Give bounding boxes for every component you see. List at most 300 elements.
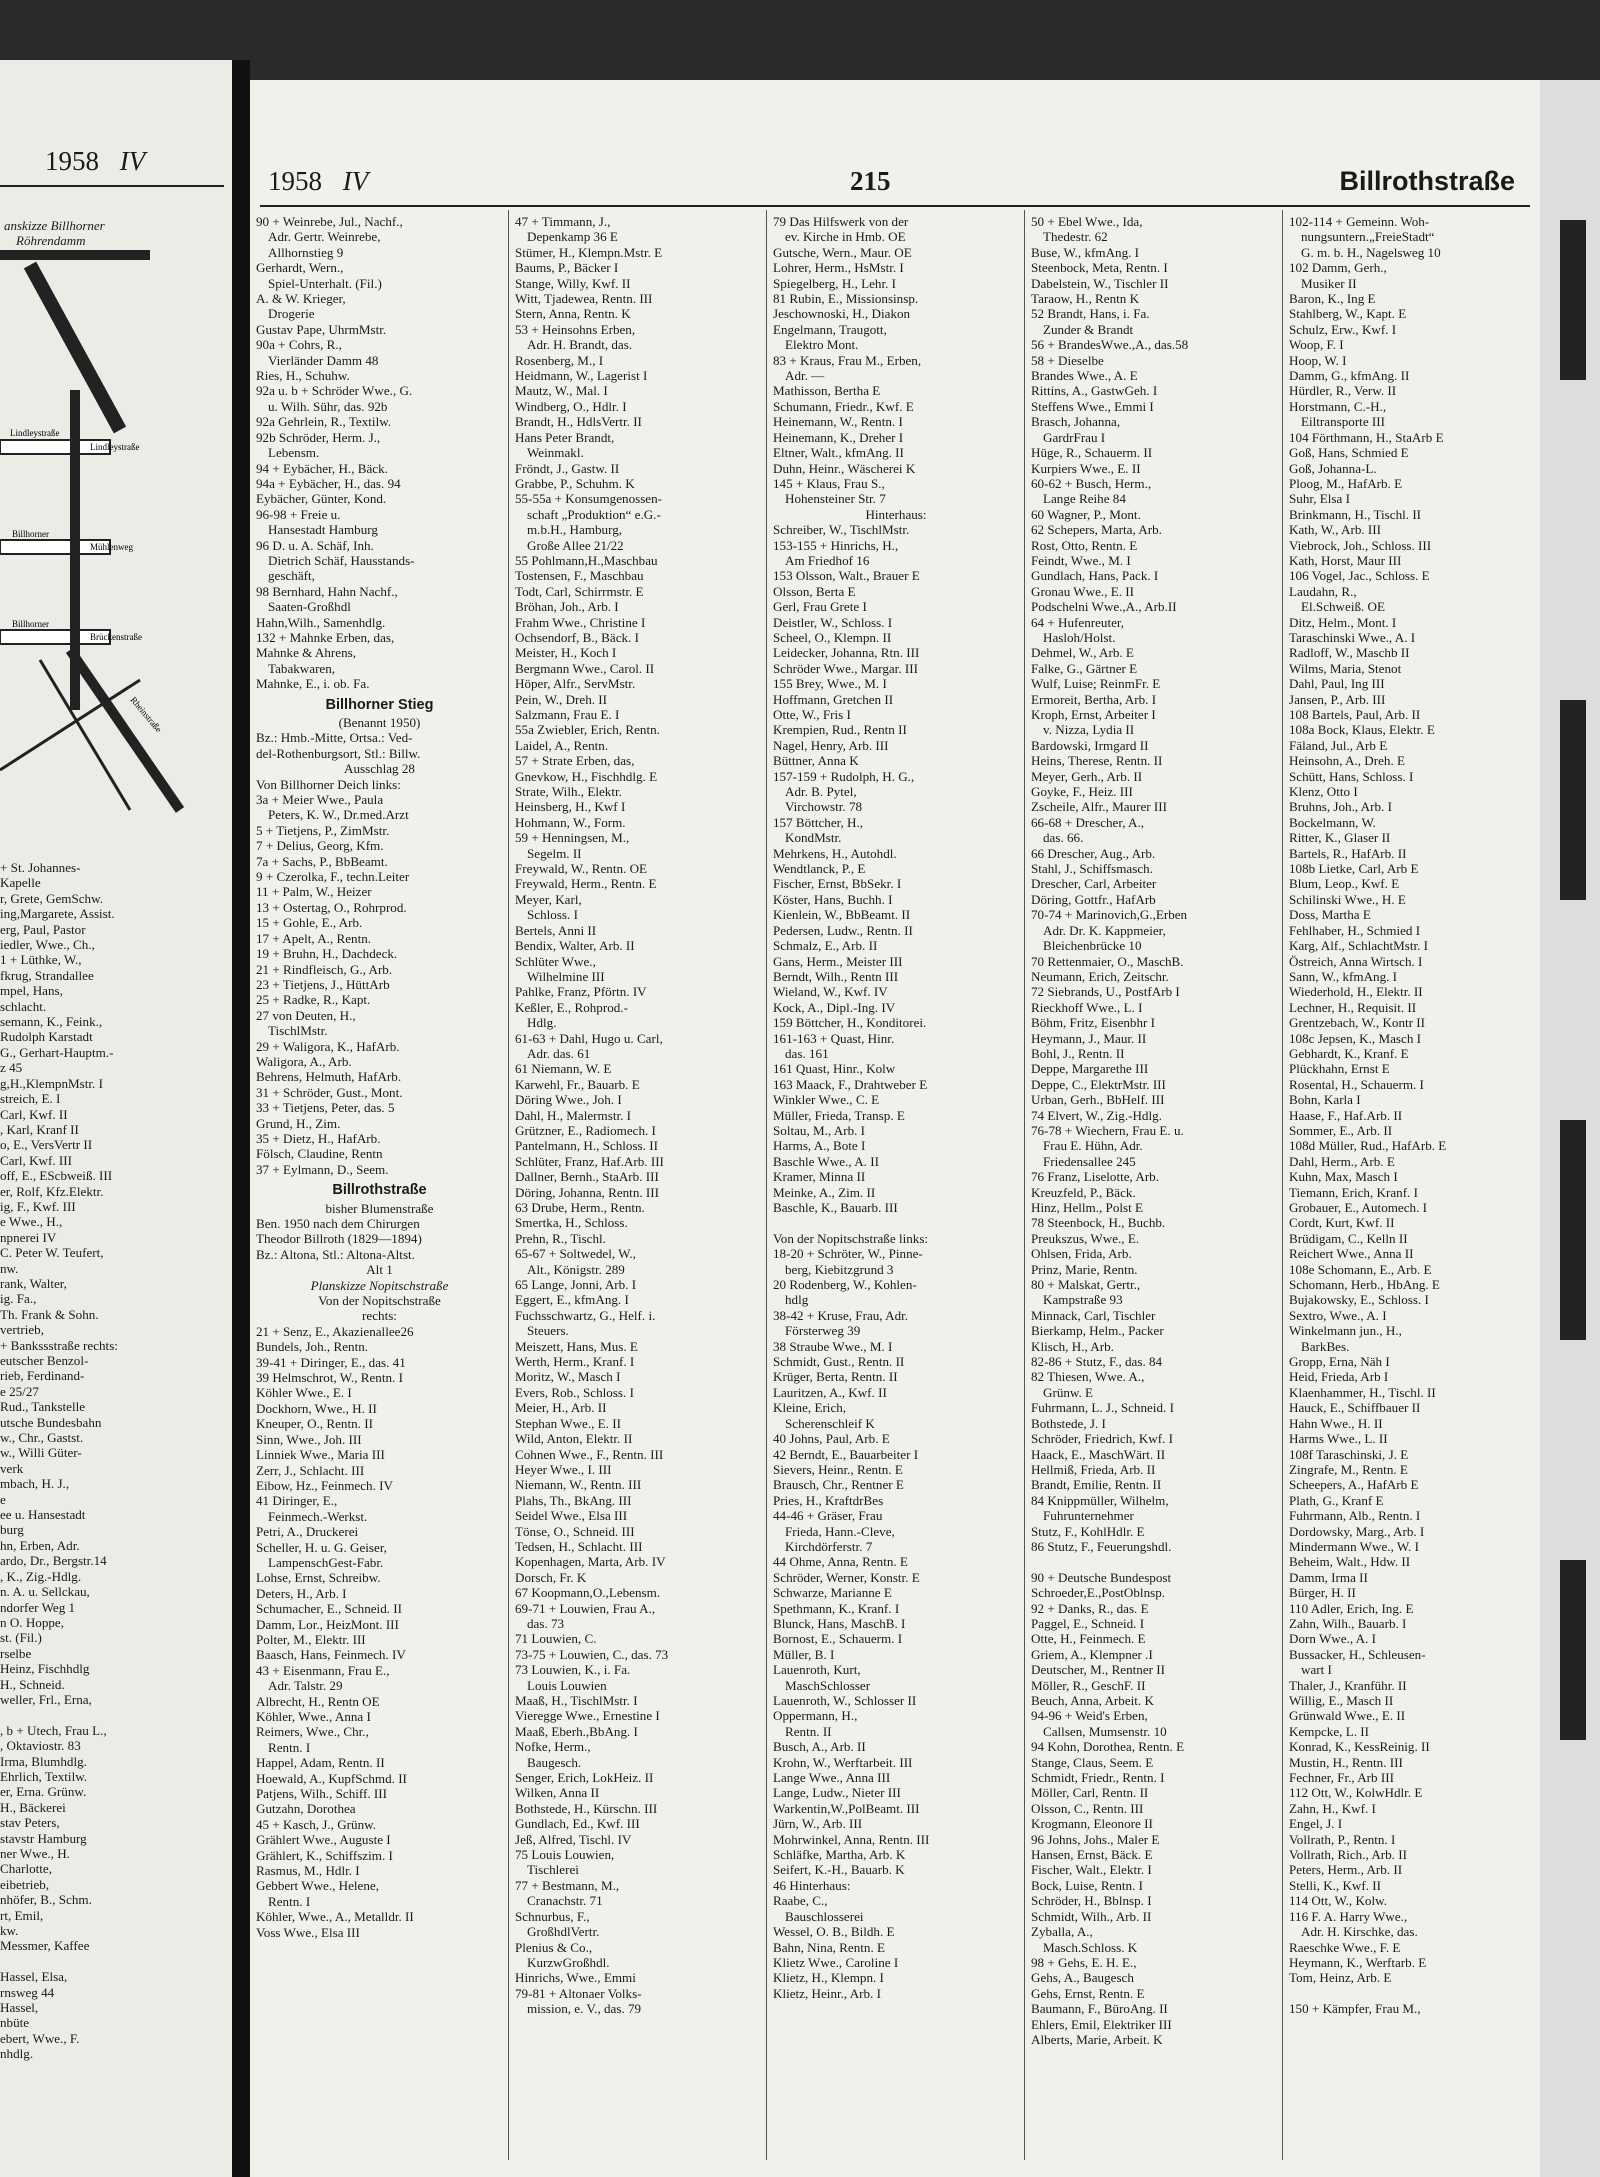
directory-entry: Deistler, W., Schloss. I (773, 614, 893, 630)
directory-entry: Schläfke, Martha, Arb. K (773, 1847, 906, 1863)
directory-entry: Goß, Hans, Schmied E (1289, 445, 1409, 461)
directory-entry: 96-98 + Freie u. (256, 506, 341, 522)
directory-entry: 79 Das Hilfswerk von der (773, 214, 909, 229)
directory-entry: Mahnke & Ahrens, (256, 645, 357, 661)
directory-entry: Klietz Wwe., Caroline I (773, 1954, 899, 1970)
index-tab (1560, 1120, 1586, 1340)
directory-entry: 60-62 + Busch, Herm., (1031, 475, 1152, 491)
directory-entry: 102-114 + Gemeinn. Woh- (1289, 214, 1430, 229)
left-page-entry: stav Peters, (0, 1815, 60, 1831)
directory-entry: 78 Steenbock, H., Buchb. (1031, 1215, 1166, 1231)
directory-entry: Bürger, H. II (1289, 1585, 1356, 1601)
left-page-entry: ndorfer Weg 1 (0, 1599, 76, 1615)
directory-entry: Hinterhaus: (865, 506, 927, 522)
directory-entry: Gehs, Ernst, Rentn. E (1031, 1985, 1145, 2001)
directory-entry: Hansen, Ernst, Bäck. E (1031, 1847, 1153, 1863)
directory-entry: Von der Nopitschstraße links: (773, 1230, 929, 1246)
directory-entry: Hahn,Wilh., Samenhdlg. (256, 614, 386, 630)
map-title-line: Röhrendamm (16, 233, 86, 248)
directory-entry: Eltner, Walt., kfmAng. II (773, 445, 904, 461)
left-page-entry: nhöfer, B., Schm. (0, 1892, 92, 1908)
directory-entry: 153 Olsson, Walt., Brauer E (773, 568, 920, 584)
directory-column-2 (508, 210, 766, 2160)
directory-entry: Rieckhoff Wwe., L. I (1031, 999, 1143, 1015)
directory-entry: Heinsohn, A., Dreh. E (1289, 753, 1406, 769)
directory-entry: Warkentin,W.,PolBeamt. III (773, 1800, 920, 1816)
directory-entry: Kramer, Minna II (773, 1169, 866, 1185)
directory-entry: nungsuntern.„FreieStadt“ (1301, 229, 1435, 245)
directory-entry: Fehlhaber, H., Schmied I (1289, 922, 1421, 938)
directory-entry: wart I (1301, 1662, 1332, 1678)
directory-entry: Seifert, K.-H., Bauarb. K (773, 1862, 905, 1878)
directory-entry: Wieland, W., Kwf. IV (773, 984, 888, 1000)
left-page-entry: streich, E. I (0, 1091, 61, 1107)
directory-entry: Schwarze, Marianne E (773, 1585, 892, 1601)
directory-entry: 108f Taraschinski, J. E (1289, 1446, 1409, 1462)
directory-entry: 72 Siebrands, U., PostfArb I (1031, 984, 1180, 1000)
directory-entry: Goyke, F., Heiz. III (1031, 784, 1133, 800)
directory-entry: Bockelmann, W. (1289, 814, 1376, 830)
directory-entry: Billhorner Stieg (325, 697, 434, 713)
directory-entry: Petri, A., Druckerei (256, 1524, 359, 1540)
left-page-entry: verk (0, 1460, 24, 1476)
directory-entry: Grählert Wwe., Auguste I (256, 1832, 391, 1848)
directory-entry: Dordowsky, Marg., Arb. I (1289, 1523, 1425, 1539)
directory-entry: Taraschinski Wwe., A. I (1289, 629, 1416, 645)
directory-entry: Wilhelmine III (527, 968, 605, 984)
directory-entry: 38-42 + Kruse, Frau, Adr. (773, 1307, 909, 1323)
directory-entry: Bendix, Walter, Arb. II (515, 938, 635, 954)
directory-entry: Gehs, A., Baugesch (1031, 1970, 1134, 1986)
directory-entry: Blunck, Hans, MaschB. I (773, 1615, 906, 1631)
directory-entry: TischlMstr. (268, 1023, 328, 1039)
left-page-entry: e Wwe., H., (0, 1214, 63, 1230)
directory-entry: Fuhrunternehmer (1043, 1508, 1134, 1524)
directory-entry: Frahm Wwe., Christine I (515, 614, 646, 630)
left-page-entry: eibetrieb, (0, 1876, 50, 1892)
left-page-entry: G., Gerhart-Hauptm.- (0, 1044, 114, 1060)
directory-entry: 159 Böttcher, H., Konditorei. (773, 1015, 927, 1031)
directory-entry: Zyballa, A., (1031, 1924, 1093, 1940)
directory-entry: mission, e. V., das. 79 (527, 2001, 642, 2017)
directory-entry: Kath, W., Arb. III (1289, 522, 1382, 538)
directory-entry: Gropp, Erna, Näh I (1289, 1354, 1390, 1370)
directory-entry: Lange Reihe 84 (1043, 491, 1126, 507)
directory-entry (1289, 1986, 1535, 2001)
directory-entry: 108a Bock, Klaus, Elektr. E (1289, 722, 1435, 738)
directory-entry: Kock, A., Dipl.-Ing. IV (773, 999, 896, 1015)
directory-entry: Pein, W., Dreh. II (515, 691, 608, 707)
directory-entry: Meister, H., Koch I (515, 645, 617, 661)
directory-entry: Kempcke, L. II (1289, 1723, 1369, 1739)
left-page-entry: 1 + Lüthke, W., (0, 952, 82, 968)
directory-entry: Windberg, O., Hdlr. I (515, 398, 627, 414)
left-page-entry: rnsweg 44 (0, 1984, 55, 2000)
directory-entry: Ditz, Helm., Mont. I (1289, 614, 1397, 630)
directory-entry: Meyer, Karl, (515, 891, 582, 907)
directory-entry: Niemann, W., Rentn. III (515, 1477, 642, 1493)
directory-entry: Krempien, Rud., Rentn II (773, 722, 907, 738)
left-page-entry: utsche Bundesbahn (0, 1414, 102, 1430)
directory-entry: Winkler Wwe., C. E (773, 1092, 880, 1108)
directory-entry: Bertels, Anni II (515, 922, 597, 938)
directory-entry (773, 1215, 1019, 1230)
directory-entry: 59 + Henningsen, M., (515, 830, 630, 846)
directory-entry: Bothstede, H., Kürschn. III (515, 1800, 658, 1816)
directory-entry: Bornost, E., Schauerm. I (773, 1631, 903, 1647)
directory-entry: Vieregge Wwe., Ernestine I (515, 1708, 660, 1724)
directory-entry: Eybächer, Günter, Kond. (256, 491, 387, 507)
directory-entry: Lange, Ludw., Nieter III (773, 1785, 901, 1801)
directory-entry: Kurpiers Wwe., E. II (1031, 460, 1141, 476)
left-page-entry: n O. Hoppe, (0, 1614, 65, 1630)
directory-entry: 7a + Sachs, P., BbBeamt. (256, 853, 388, 869)
directory-entry: Hdlg. (527, 1015, 557, 1031)
directory-entry: Steenbock, Meta, Rentn. I (1031, 260, 1168, 276)
directory-entry: 81 Rubin, E., Missionsinsp. (773, 291, 919, 307)
left-page-entry: weller, Frl., Erna, (0, 1691, 92, 1707)
directory-entry: Kneuper, O., Rentn. II (256, 1416, 373, 1432)
directory-entry: Thaler, J., Kranführ. II (1289, 1677, 1407, 1693)
left-page-entry: + Bankssstraße rechts: (0, 1337, 118, 1353)
directory-entry: Sommer, E., Arb. II (1289, 1122, 1393, 1138)
left-page-year (45, 146, 145, 177)
directory-entry: Bohn, Karla I (1289, 1092, 1361, 1108)
directory-entry: Leidecker, Johanna, Rtn. III (773, 645, 920, 661)
directory-entry: Kreuzfeld, P., Bäck. (1031, 1184, 1136, 1200)
directory-entry: schaft „Produktion“ e.G.- (527, 506, 661, 522)
directory-entry: Cordt, Kurt, Kwf. II (1289, 1215, 1395, 1231)
directory-entry: 75 Louis Louwien, (515, 1847, 615, 1863)
directory-entry: Wild, Anton, Elektr. II (515, 1431, 633, 1447)
directory-entry: Oppermann, H., (773, 1708, 858, 1724)
directory-entry: 108e Schomann, E., Arb. E (1289, 1261, 1432, 1277)
left-page-entry: fkrug, Strandallee (0, 967, 94, 983)
directory-entry: Bock, Luise, Rentn. I (1031, 1877, 1144, 1893)
directory-entry: 66 Drescher, Aug., Arb. (1031, 845, 1156, 861)
directory-entry: Saaten-Großhdl (268, 599, 351, 615)
directory-entry: Soltau, M., Arb. I (773, 1122, 866, 1138)
directory-entry: Damm, G., kfmAng. II (1289, 368, 1410, 384)
directory-entry: Dahl, H., Malermstr. I (515, 1107, 632, 1123)
right-page (250, 80, 1540, 2177)
directory-entry: El.Schweiß. OE (1301, 599, 1386, 615)
book-gutter (232, 60, 250, 2177)
directory-entry: Tom, Heinz, Arb. E (1289, 1970, 1392, 1986)
directory-entry: Steuers. (527, 1323, 569, 1339)
directory-entry: Baschle, K., Bauarb. III (773, 1200, 898, 1215)
left-page-entry: eutscher Benzol- (0, 1353, 89, 1368)
directory-entry: A. & W. Krieger, (256, 291, 346, 307)
left-page-entry: w., Chr., Gastst. (0, 1430, 84, 1446)
left-page-entry: schlacht. (0, 998, 47, 1014)
directory-entry: 83 + Kraus, Frau M., Erben, (773, 352, 922, 368)
directory-entry: Stümer, H., Klempn.Mstr. E (515, 244, 663, 260)
directory-entry: Weinmakl. (527, 445, 584, 461)
directory-entry: Feindt, Wwe., M. I (1031, 552, 1131, 568)
directory-entry: Hüge, R., Schauerm. II (1031, 445, 1153, 461)
directory-entry: Urban, Gerh., BbHelf. III (1031, 1092, 1165, 1108)
left-page-entry: er, Erna. Grünw. (0, 1784, 87, 1800)
directory-entry: 47 + Timmann, J., (515, 214, 611, 229)
directory-entry: Senger, Erich, LokHeiz. II (515, 1770, 654, 1786)
directory-entry: 157 Böttcher, H., (773, 814, 864, 830)
directory-entry: Horstmann, C.-H., (1289, 398, 1387, 414)
directory-entry: Ben. 1950 nach dem Chirurgen (256, 1216, 420, 1231)
directory-entry: Adr. das. 61 (527, 1045, 591, 1061)
directory-entry: Friedensallee 245 (1043, 1153, 1136, 1169)
left-page-entry: , b + Utech, Frau L., (0, 1722, 107, 1738)
directory-entry: Segelm. II (527, 845, 582, 861)
directory-entry: Köhler, Wwe., A., Metalldr. II (256, 1909, 414, 1925)
directory-entry: Laidel, A., Rentn. (515, 737, 609, 753)
directory-entry: Zingrafe, M., Rentn. E (1289, 1461, 1408, 1477)
directory-entry: 19 + Bruhn, H., Dachdeck. (256, 946, 398, 962)
directory-entry: Linniek Wwe., Maria III (256, 1447, 385, 1463)
directory-entry: Ermoreit, Bertha, Arb. I (1031, 691, 1157, 707)
directory-entry: Fölsch, Claudine, Rentn (256, 1146, 383, 1162)
directory-entry: Baasch, Hans, Feinmech. IV (256, 1647, 406, 1663)
header-rule (260, 205, 1530, 207)
directory-entry: Fuhrmann, Alb., Rentn. I (1289, 1508, 1421, 1524)
directory-entry: Von der Nopitschstraße (318, 1293, 441, 1309)
directory-entry: Harms, A., Bote I (773, 1138, 866, 1154)
left-volume-text: IV (119, 146, 146, 176)
directory-entry: 57 + Strate Erben, das, (515, 753, 635, 769)
directory-entry: Schumacher, E., Schneid. II (256, 1601, 403, 1617)
directory-entry: 65 Lange, Jonni, Arb. I (515, 1277, 637, 1293)
directory-entry: Schmidt, Gust., Rentn. II (773, 1354, 905, 1370)
directory-entry: Happel, Adam, Rentn. II (256, 1755, 385, 1771)
directory-entry: Woop, F. I (1289, 337, 1344, 353)
directory-entry: Jürn, W., Arb. III (773, 1816, 863, 1832)
directory-entry: 90 + Deutsche Bundespost (1031, 1569, 1172, 1585)
directory-entry: Buse, W., kfmAng. I (1031, 244, 1140, 260)
directory-entry: Heymann, K., Werftarb. E (1289, 1954, 1427, 1970)
directory-entry: 11 + Palm, W., Heizer (256, 884, 372, 900)
left-page-entry: Hassel, Elsa, (0, 1969, 68, 1985)
directory-entry: Theodor Billroth (1829—1894) (256, 1231, 422, 1247)
directory-entry: Dockhorn, Wwe., H. II (256, 1400, 377, 1416)
directory-entry: bisher Blumenstraße (325, 1200, 434, 1216)
left-page-entry (0, 1954, 225, 1969)
right-year-text: 1958 (268, 166, 322, 196)
directory-column-5 (1282, 210, 1540, 2160)
left-page-entry: C. Peter W. Teufert, (0, 1245, 104, 1261)
directory-entry: Keßler, E., Rohprod.- (515, 999, 628, 1015)
directory-entry: 157-159 + Rudolph, H. G., (773, 768, 915, 784)
left-page-entry: iedler, Wwe., Ch., (0, 937, 95, 953)
directory-entry: Lohse, Ernst, Schreibw. (256, 1570, 381, 1586)
directory-entry: Hohmann, W., Form. (515, 814, 626, 830)
directory-entry: Konrad, K., KessReinig. II (1289, 1739, 1430, 1755)
directory-entry: Klisch, H., Arb. (1031, 1338, 1114, 1354)
directory-entry: Adr. Dr. K. Kappmeier, (1043, 922, 1166, 938)
left-page-listing (0, 860, 225, 2062)
directory-entry: Lauenroth, W., Schlosser II (773, 1693, 917, 1708)
directory-entry: Jeschownoski, H., Diakon (773, 306, 911, 322)
directory-entry: Bleichenbrücke 10 (1043, 938, 1142, 954)
left-page-entry: e 25/27 (0, 1383, 39, 1399)
directory-entry: 98 Bernhard, Hahn Nachf., (256, 583, 398, 599)
directory-entry: Peters, K. W., Dr.med.Arzt (268, 807, 409, 823)
directory-entry: Stange, Willy, Kwf. II (515, 275, 631, 291)
directory-entry: Ochsendorf, B., Bäck. I (515, 629, 639, 645)
directory-entry: Wiederhold, H., Elektr. II (1289, 984, 1423, 1000)
directory-entry: 60 Wagner, P., Mont. (1031, 506, 1141, 522)
page-edge-index (1540, 80, 1600, 2177)
directory-entry: Drescher, Carl, Arbeiter (1031, 876, 1157, 892)
directory-entry: Deppe, Margarethe III (1031, 1061, 1149, 1077)
directory-entry: Wendtlanck, P., E (773, 861, 866, 877)
directory-entry: geschäft, (268, 568, 315, 584)
left-page-entry: H., Schneid. (0, 1676, 65, 1692)
directory-entry: GardrFrau I (1043, 429, 1106, 445)
directory-entry: Brandes Wwe., A. E (1031, 368, 1138, 384)
directory-entry: Pantelmann, H., Schloss. II (515, 1138, 658, 1154)
directory-entry: 114 Ott, W., Kolw. (1289, 1893, 1387, 1909)
directory-entry: LampenschGest-Fabr. (268, 1554, 384, 1570)
left-page-entry: er, Rolf, Kfz.Elektr. (0, 1183, 104, 1199)
directory-entry: Damm, Irma II (1289, 1569, 1368, 1585)
left-page-entry: Ehrlich, Textilw. (0, 1768, 88, 1784)
directory-entry: Tostensen, F., Maschbau (515, 568, 644, 584)
directory-entry: 82-86 + Stutz, F., das. 84 (1031, 1354, 1163, 1370)
directory-entry: Zscheile, Alfr., Maurer III (1031, 799, 1167, 815)
directory-entry: Adr. H. Brandt, das. (527, 337, 633, 353)
directory-entry: Jansen, P., Arb. III (1289, 691, 1386, 707)
directory-entry: Eggert, E., kfmAng. I (515, 1292, 629, 1308)
directory-entry: Gans, Herm., Meister III (773, 953, 903, 969)
left-page-entry: nbüte (0, 2015, 30, 2031)
directory-entry: 56 + BrandesWwe.,A., das.58 (1031, 337, 1189, 353)
left-page-entry: Irma, Blumhdlg. (0, 1753, 87, 1769)
directory-entry: Stange, Claus, Seem. E (1031, 1754, 1154, 1770)
directory-entry: Gerhardt, Wern., (256, 260, 344, 276)
left-page-entry: semann, K., Feink., (0, 1014, 103, 1030)
directory-entry: Ploog, M., HafArb. E (1289, 475, 1403, 491)
left-header-rule (0, 185, 224, 187)
running-head-street: Billrothstraße (1339, 166, 1515, 196)
left-page-entry: r, Grete, GemSchw. (0, 890, 103, 906)
right-page-year (268, 166, 368, 197)
directory-entry: Nofke, Herm., (515, 1739, 591, 1755)
directory-entry: Smertka, H., Schloss. (515, 1215, 628, 1231)
directory-entry: 65-67 + Soltwedel, W., (515, 1246, 636, 1262)
directory-entry: Witt, Tjadewea, Rentn. III (515, 291, 653, 307)
directory-entry: 90 + Weinrebe, Jul., Nachf., (256, 214, 403, 229)
directory-entry: Bothstede, J. I (1031, 1415, 1106, 1431)
directory-entry: Bujakowsky, E., Schloss. I (1289, 1292, 1429, 1308)
left-page-entry: mbach, H. J., (0, 1476, 70, 1492)
directory-entry: Tönse, O., Schneid. III (515, 1523, 635, 1539)
directory-entry: Haase, F., Haf.Arb. II (1289, 1107, 1403, 1123)
directory-entry: Albrecht, H., Rentn OE (256, 1693, 380, 1709)
directory-entry: Bröhan, Joh., Arb. I (515, 599, 619, 615)
directory-entry: 94-96 + Weid's Erben, (1031, 1708, 1148, 1724)
directory-entry: Fischer, Walt., Elektr. I (1031, 1862, 1152, 1878)
directory-entry: Hinz, Hellm., Polst E (1031, 1200, 1144, 1215)
directory-entry: Heidmann, W., Lagerist I (515, 368, 648, 384)
directory-entry: Louis Louwien (527, 1677, 607, 1693)
directory-entry: 94a + Eybächer, H., das. 94 (256, 475, 401, 491)
left-page-entry: rselbe (0, 1645, 32, 1661)
directory-entry: Karwehl, Fr., Bauarb. E (515, 1076, 640, 1092)
map-label: Billhorner (12, 619, 49, 629)
directory-entry: 108c Jepsen, K., Masch I (1289, 1030, 1421, 1046)
directory-entry: 92 + Danks, R., das. E (1031, 1600, 1149, 1616)
directory-entry: Vollrath, Rich., Arb. II (1289, 1847, 1407, 1863)
directory-entry: Möller, R., GeschF. II (1031, 1677, 1146, 1693)
directory-entry: Werth, Herm., Kranf. I (515, 1354, 635, 1370)
directory-entry: Pedersen, Ludw., Rentn. II (773, 922, 913, 938)
directory-entry: 98 + Gehs, E. H. E., (1031, 1954, 1137, 1970)
directory-entry: Plath, G., Kranf E (1289, 1492, 1384, 1508)
directory-entry: Schlüter Wwe., (515, 953, 596, 969)
directory-entry: Müller, Frieda, Transp. E (773, 1107, 905, 1123)
directory-entry: 55-55a + Konsumgenossen- (515, 491, 663, 507)
directory-entry: Ehlers, Emil, Elektriker III (1031, 2016, 1172, 2032)
directory-entry: Große Allee 21/22 (527, 537, 624, 553)
directory-entry: Lange Wwe., Anna III (773, 1770, 891, 1786)
directory-entry: 112 Ott, W., KolwHdlr. E (1289, 1785, 1423, 1801)
directory-entry: Zunder & Brandt (1043, 321, 1134, 337)
directory-entry: Eibow, Hz., Feinmech. IV (256, 1477, 393, 1493)
directory-entry: Brausch, Chr., Rentner E (773, 1477, 904, 1493)
left-page-entry: kw. (0, 1923, 19, 1939)
left-page-entry: + St. Johannes- (0, 860, 81, 875)
directory-entry: 13 + Ostertag, O., Rohrprod. (256, 899, 407, 915)
directory-entry: Baumann, F., BüroAng. II (1031, 2001, 1168, 2017)
directory-entry: hdlg (785, 1292, 809, 1308)
page-number: 215 (850, 166, 891, 196)
left-page-entry: hn, Erben, Adr. (0, 1537, 80, 1553)
left-page-entry: w., Willi Güter- (0, 1445, 82, 1461)
left-page (0, 60, 232, 2177)
directory-entry: Todt, Carl, Schirrmstr. E (515, 583, 644, 599)
directory-entry: Polter, M., Elektr. III (256, 1631, 366, 1647)
left-page-entry: Charlotte, (0, 1861, 52, 1877)
directory-entry: Klietz, Heinr., Arb. I (773, 1985, 881, 2001)
left-page-entry: Hassel, (0, 2000, 39, 2016)
directory-entry: 33 + Tietjens, Peter, das. 5 (256, 1100, 395, 1116)
directory-entry: 79-81 + Altonaer Volks- (515, 1985, 642, 2001)
directory-entry: Vierländer Damm 48 (268, 352, 379, 368)
directory-entry: Zerr, J., Schlacht. III (256, 1462, 365, 1478)
directory-entry: Köhler, Wwe., Anna I (256, 1709, 371, 1724)
directory-entry: Kopenhagen, Marta, Arb. IV (515, 1554, 666, 1570)
directory-entry: Otte, W., Fris I (773, 707, 851, 722)
directory-entry: Olsson, Berta E (773, 583, 856, 599)
directory-entry: 61-63 + Dahl, Hugo u. Carl, (515, 1030, 663, 1046)
directory-entry: Mehrkens, H., Autohdl. (773, 845, 897, 861)
directory-entry: Virchowstr. 78 (785, 799, 863, 815)
directory-entry: Mustin, H., Rentn. III (1289, 1754, 1403, 1770)
directory-entry: Bahn, Nina, Rentn. E (773, 1939, 886, 1955)
directory-entry: Evers, Rob., Schloss. I (515, 1384, 634, 1400)
directory-entry: 73-75 + Louwien, C., das. 73 (515, 1646, 669, 1662)
directory-entry: Stutz, F., KohlHdlr. E (1031, 1523, 1145, 1539)
left-page-entry: ner Wwe., H. (0, 1846, 70, 1861)
directory-entry: Krüger, Berta, Rentn. II (773, 1369, 898, 1385)
directory-entry: Köhler Wwe., E. I (256, 1385, 352, 1401)
directory-entry: 18-20 + Schröter, W., Pinne- (773, 1246, 923, 1262)
directory-entry: Dorn Wwe., A. I (1289, 1631, 1377, 1647)
directory-entry: 96 D. u. A. Schäf, Inh. (256, 537, 374, 553)
directory-entry: 161-163 + Quast, Hinr. (773, 1030, 895, 1046)
directory-entry: Schlüter, Franz, Haf.Arb. III (515, 1153, 664, 1169)
directory-entry: 102 Damm, Gerh., (1289, 260, 1387, 276)
